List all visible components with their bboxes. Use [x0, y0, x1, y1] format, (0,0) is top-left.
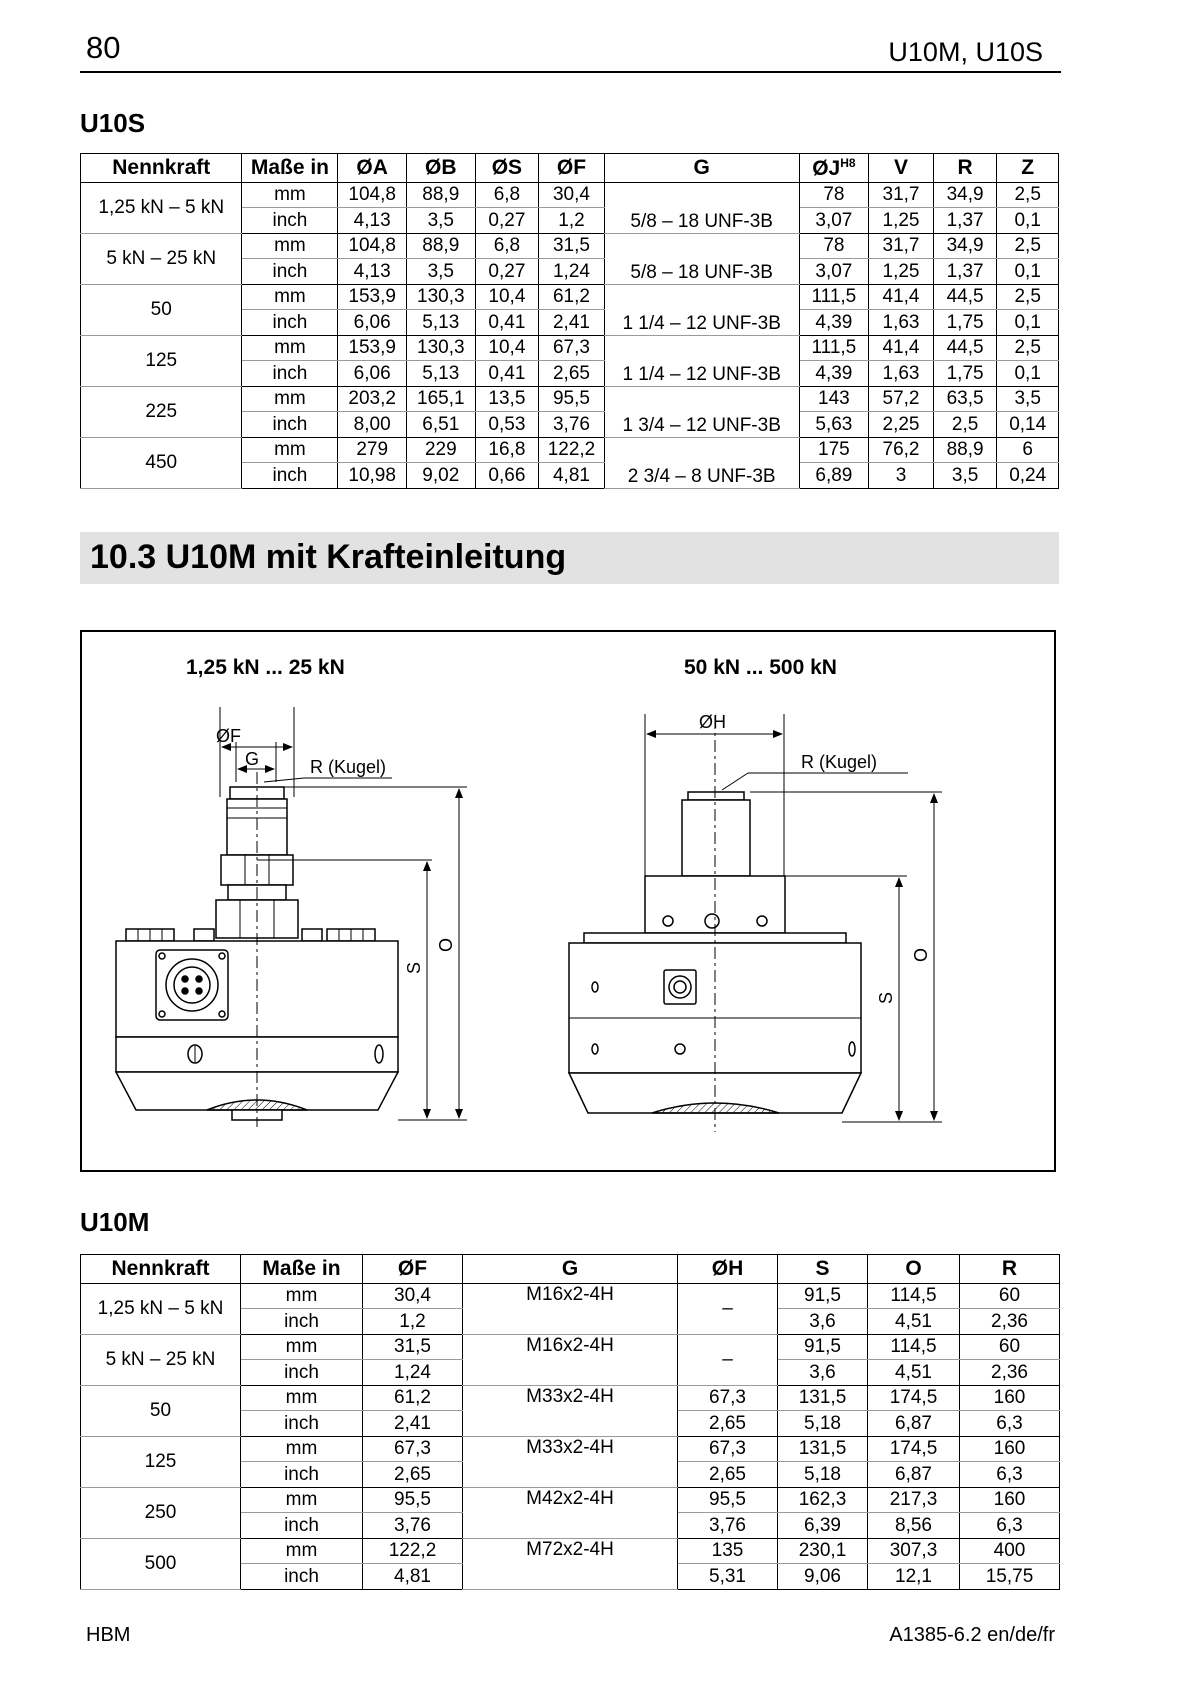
value-cell: 10,4	[475, 285, 539, 310]
value-cell: 203,2	[338, 387, 407, 412]
value-cell: 114,5	[868, 1284, 960, 1309]
right-caption: 50 kN ... 500 kN	[684, 656, 837, 679]
value-cell: 31,5	[363, 1335, 463, 1360]
table-row	[81, 1335, 1060, 1360]
value-cell: 5,18	[778, 1462, 868, 1488]
value-cell: 78	[799, 183, 869, 208]
header-title: U10M, U10S	[888, 37, 1043, 67]
value-cell: 4,13	[338, 259, 407, 285]
header-rule	[80, 71, 1061, 73]
value-cell: 1,63	[869, 361, 934, 387]
value-cell: 2,65	[678, 1411, 778, 1437]
col-header: G	[463, 1255, 678, 1284]
col-header: ØA	[338, 154, 407, 183]
value-cell: 60	[960, 1335, 1060, 1360]
value-cell: 13,5	[475, 387, 539, 412]
thread-cell: M42x2-4H	[463, 1488, 678, 1539]
value-cell: 135	[678, 1539, 778, 1564]
value-cell: 3,76	[678, 1513, 778, 1539]
value-cell: 31,7	[869, 234, 934, 259]
value-cell: mm	[242, 336, 338, 361]
value-cell: 0,41	[475, 310, 539, 336]
col-header: Nennkraft	[81, 154, 242, 183]
value-cell: 6,8	[475, 183, 539, 208]
value-cell: 5,13	[406, 310, 475, 336]
value-cell: inch	[241, 1309, 363, 1335]
value-cell: 130,3	[406, 285, 475, 310]
value-cell: 1,24	[363, 1360, 463, 1386]
value-cell: 122,2	[363, 1539, 463, 1564]
value-cell: 1,37	[933, 259, 997, 285]
value-cell: 160	[960, 1386, 1060, 1411]
value-cell: 44,5	[933, 285, 997, 310]
value-cell: 153,9	[338, 336, 407, 361]
force-cell: 5 kN – 25 kN	[81, 234, 242, 285]
thread-cell: 1 1/4 – 12 UNF-3B	[604, 336, 799, 387]
value-cell: inch	[242, 412, 338, 438]
col-header: Z	[997, 154, 1059, 183]
table-row	[81, 387, 1059, 412]
value-cell: mm	[241, 1284, 363, 1309]
label-phi-f: ØF	[216, 726, 241, 746]
value-cell: 111,5	[799, 285, 869, 310]
value-cell: inch	[242, 310, 338, 336]
value-cell: 9,02	[406, 463, 475, 489]
col-header: Nennkraft	[81, 1255, 241, 1284]
value-cell: mm	[242, 387, 338, 412]
value-cell: 34,9	[933, 183, 997, 208]
value-cell: 4,13	[338, 208, 407, 234]
value-cell: 3,76	[363, 1513, 463, 1539]
col-header: G	[604, 154, 799, 183]
col-header: R	[933, 154, 997, 183]
value-cell: mm	[242, 183, 338, 208]
value-cell: 41,4	[869, 336, 934, 361]
table-row	[81, 1539, 1060, 1564]
value-cell: 41,4	[869, 285, 934, 310]
value-cell: 4,51	[868, 1309, 960, 1335]
page-number: 80	[86, 30, 121, 65]
u10s-title: U10S	[80, 108, 146, 138]
thread-cell: 5/8 – 18 UNF-3B	[604, 183, 799, 234]
value-cell: 63,5	[933, 387, 997, 412]
label-phi-h: ØH	[699, 712, 726, 732]
value-cell: 6,06	[338, 310, 407, 336]
value-cell: mm	[242, 285, 338, 310]
value-cell: 1,63	[869, 310, 934, 336]
value-cell: 30,4	[363, 1284, 463, 1309]
dimension-drawing	[80, 630, 1056, 1172]
value-cell: 174,5	[868, 1386, 960, 1411]
value-cell: 3,76	[539, 412, 605, 438]
force-cell: 500	[81, 1539, 241, 1590]
force-cell: 125	[81, 336, 242, 387]
col-header: Maße in	[242, 154, 338, 183]
section-heading-banner	[80, 532, 1059, 584]
value-cell: 104,8	[338, 234, 407, 259]
value-cell: 0,66	[475, 463, 539, 489]
col-header: ØH	[678, 1255, 778, 1284]
footer-right: A1385-6.2 en/de/fr	[889, 1624, 1055, 1646]
value-cell: 165,1	[406, 387, 475, 412]
value-cell: inch	[241, 1411, 363, 1437]
value-cell: inch	[241, 1513, 363, 1539]
value-cell: 0,27	[475, 259, 539, 285]
value-cell: 4,39	[799, 310, 869, 336]
value-cell: 6,87	[868, 1462, 960, 1488]
label-s-right: S	[876, 991, 896, 1004]
force-cell: 250	[81, 1488, 241, 1539]
value-cell: 3,6	[778, 1360, 868, 1386]
col-header: V	[869, 154, 934, 183]
left-sensor-drawing	[116, 707, 467, 1127]
table-row	[81, 438, 1059, 463]
value-cell: 279	[338, 438, 407, 463]
value-cell: mm	[242, 234, 338, 259]
value-cell: –	[678, 1284, 778, 1335]
value-cell: 95,5	[539, 387, 605, 412]
value-cell: 6,39	[778, 1513, 868, 1539]
value-cell: inch	[242, 361, 338, 387]
value-cell: inch	[242, 208, 338, 234]
value-cell: 10,98	[338, 463, 407, 489]
value-cell: 6,3	[960, 1411, 1060, 1437]
value-cell: 91,5	[778, 1335, 868, 1360]
value-cell: 12,1	[868, 1564, 960, 1590]
force-cell: 450	[81, 438, 242, 489]
value-cell: 6,51	[406, 412, 475, 438]
value-cell: 0,41	[475, 361, 539, 387]
value-cell: mm	[241, 1488, 363, 1513]
value-cell: 95,5	[678, 1488, 778, 1513]
value-cell: 6,89	[799, 463, 869, 489]
value-cell: 2,5	[933, 412, 997, 438]
value-cell: 1,2	[363, 1309, 463, 1335]
value-cell: 229	[406, 438, 475, 463]
value-cell: 88,9	[933, 438, 997, 463]
value-cell: 4,39	[799, 361, 869, 387]
value-cell: 2,5	[997, 183, 1059, 208]
label-o-right: O	[911, 947, 931, 962]
value-cell: 67,3	[539, 336, 605, 361]
value-cell: 160	[960, 1488, 1060, 1513]
value-cell: inch	[241, 1564, 363, 1590]
value-cell: mm	[241, 1437, 363, 1462]
footer-left: HBM	[86, 1624, 131, 1646]
force-cell: 225	[81, 387, 242, 438]
thread-cell: M72x2-4H	[463, 1539, 678, 1590]
col-header: ØF	[539, 154, 605, 183]
thread-cell: 5/8 – 18 UNF-3B	[604, 234, 799, 285]
value-cell: 31,5	[539, 234, 605, 259]
value-cell: 400	[960, 1539, 1060, 1564]
value-cell: inch	[241, 1360, 363, 1386]
value-cell: 0,24	[997, 463, 1059, 489]
label-r-kugel-right: R (Kugel)	[801, 752, 878, 772]
value-cell: 88,9	[406, 234, 475, 259]
value-cell: 61,2	[363, 1386, 463, 1411]
right-sensor-drawing	[569, 714, 942, 1132]
thread-cell: 1 1/4 – 12 UNF-3B	[604, 285, 799, 336]
value-cell: 67,3	[363, 1437, 463, 1462]
value-cell: 34,9	[933, 234, 997, 259]
force-cell: 50	[81, 1386, 241, 1437]
value-cell: 111,5	[799, 336, 869, 361]
left-caption: 1,25 kN ... 25 kN	[186, 656, 345, 679]
u10m-header-row	[81, 1255, 1060, 1284]
table-row	[81, 1488, 1060, 1513]
value-cell: 3,07	[799, 208, 869, 234]
value-cell: 2,25	[869, 412, 934, 438]
value-cell: 3,6	[778, 1309, 868, 1335]
value-cell: 6,8	[475, 234, 539, 259]
table-row	[81, 285, 1059, 310]
value-cell: 307,3	[868, 1539, 960, 1564]
value-cell: 143	[799, 387, 869, 412]
value-cell: 95,5	[363, 1488, 463, 1513]
dimension-drawing-svg	[82, 632, 1054, 1170]
value-cell: mm	[241, 1539, 363, 1564]
value-cell: 131,5	[778, 1437, 868, 1462]
value-cell: 57,2	[869, 387, 934, 412]
value-cell: 3,5	[406, 208, 475, 234]
value-cell: 0,53	[475, 412, 539, 438]
col-header: S	[778, 1255, 868, 1284]
label-o-left: O	[436, 937, 456, 952]
value-cell: 9,06	[778, 1564, 868, 1590]
section-heading: 10.3 U10M mit Krafteinleitung	[90, 538, 567, 576]
value-cell: 0,1	[997, 310, 1059, 336]
value-cell: 2,65	[539, 361, 605, 387]
value-cell: 1,24	[539, 259, 605, 285]
value-cell: 2,5	[997, 285, 1059, 310]
thread-cell: M33x2-4H	[463, 1386, 678, 1437]
col-header	[799, 154, 869, 183]
col-header: ØS	[475, 154, 539, 183]
value-cell: 8,00	[338, 412, 407, 438]
table-row	[81, 1386, 1060, 1411]
value-cell: 61,2	[539, 285, 605, 310]
value-cell: 5,13	[406, 361, 475, 387]
value-cell: 2,5	[997, 234, 1059, 259]
value-cell: 0,27	[475, 208, 539, 234]
value-cell: 3,5	[406, 259, 475, 285]
value-cell: –	[678, 1335, 778, 1386]
table-row	[81, 1437, 1060, 1462]
force-cell: 5 kN – 25 kN	[81, 1335, 241, 1386]
force-cell: 50	[81, 285, 242, 336]
value-cell: 114,5	[868, 1335, 960, 1360]
value-cell: 162,3	[778, 1488, 868, 1513]
value-cell: 5,31	[678, 1564, 778, 1590]
label-r-kugel-left: R (Kugel)	[310, 757, 387, 777]
thread-cell: M16x2-4H	[463, 1335, 678, 1386]
u10s-table	[80, 153, 1059, 489]
value-cell: 3	[869, 463, 934, 489]
value-cell: 60	[960, 1284, 1060, 1309]
table-row	[81, 1284, 1060, 1309]
value-cell: 2,36	[960, 1309, 1060, 1335]
value-cell: 131,5	[778, 1386, 868, 1411]
value-cell: 6,3	[960, 1462, 1060, 1488]
value-cell: 67,3	[678, 1386, 778, 1411]
value-cell: 2,65	[678, 1462, 778, 1488]
value-cell: 6,06	[338, 361, 407, 387]
table-row	[81, 234, 1059, 259]
col-header-j-tolerance: H8	[840, 155, 856, 170]
u10s-header-row	[81, 154, 1059, 183]
value-cell: 67,3	[678, 1437, 778, 1462]
u10m-table	[80, 1254, 1060, 1590]
value-cell: 3,5	[933, 463, 997, 489]
label-g: G	[245, 749, 260, 769]
value-cell: 31,7	[869, 183, 934, 208]
thread-cell: 2 3/4 – 8 UNF-3B	[604, 438, 799, 489]
value-cell: mm	[241, 1386, 363, 1411]
value-cell: 44,5	[933, 336, 997, 361]
thread-cell: 1 3/4 – 12 UNF-3B	[604, 387, 799, 438]
value-cell: 153,9	[338, 285, 407, 310]
value-cell: 160	[960, 1437, 1060, 1462]
value-cell: mm	[241, 1335, 363, 1360]
value-cell: 130,3	[406, 336, 475, 361]
col-header: ØF	[363, 1255, 463, 1284]
col-header: Maße in	[241, 1255, 363, 1284]
value-cell: 2,36	[960, 1360, 1060, 1386]
value-cell: 8,56	[868, 1513, 960, 1539]
value-cell: 30,4	[539, 183, 605, 208]
value-cell: 16,8	[475, 438, 539, 463]
value-cell: 217,3	[868, 1488, 960, 1513]
value-cell: 2,65	[363, 1462, 463, 1488]
value-cell: 230,1	[778, 1539, 868, 1564]
value-cell: 1,75	[933, 310, 997, 336]
table-row	[81, 183, 1059, 208]
value-cell: 91,5	[778, 1284, 868, 1309]
value-cell: 6,3	[960, 1513, 1060, 1539]
value-cell: 1,75	[933, 361, 997, 387]
value-cell: 0,1	[997, 208, 1059, 234]
value-cell: inch	[242, 463, 338, 489]
u10m-title: U10M	[80, 1207, 150, 1237]
value-cell: mm	[242, 438, 338, 463]
value-cell: 10,4	[475, 336, 539, 361]
value-cell: 4,81	[539, 463, 605, 489]
col-header-j: ØJ	[812, 156, 841, 180]
value-cell: 5,63	[799, 412, 869, 438]
value-cell: 15,75	[960, 1564, 1060, 1590]
value-cell: 6	[997, 438, 1059, 463]
value-cell: 3,5	[997, 387, 1059, 412]
value-cell: 1,37	[933, 208, 997, 234]
value-cell: 2,41	[539, 310, 605, 336]
col-header: R	[960, 1255, 1060, 1284]
value-cell: 0,1	[997, 259, 1059, 285]
value-cell: 104,8	[338, 183, 407, 208]
value-cell: inch	[241, 1462, 363, 1488]
value-cell: 2,5	[997, 336, 1059, 361]
value-cell: 1,25	[869, 259, 934, 285]
thread-cell: M33x2-4H	[463, 1437, 678, 1488]
value-cell: inch	[242, 259, 338, 285]
value-cell: 175	[799, 438, 869, 463]
value-cell: 122,2	[539, 438, 605, 463]
value-cell: 1,2	[539, 208, 605, 234]
value-cell: 76,2	[869, 438, 934, 463]
table-row	[81, 336, 1059, 361]
col-header: ØB	[406, 154, 475, 183]
col-header: O	[868, 1255, 960, 1284]
value-cell: 0,14	[997, 412, 1059, 438]
thread-cell: M16x2-4H	[463, 1284, 678, 1335]
value-cell: 5,18	[778, 1411, 868, 1437]
value-cell: 6,87	[868, 1411, 960, 1437]
value-cell: 78	[799, 234, 869, 259]
value-cell: 174,5	[868, 1437, 960, 1462]
value-cell: 0,1	[997, 361, 1059, 387]
value-cell: 3,07	[799, 259, 869, 285]
value-cell: 88,9	[406, 183, 475, 208]
force-cell: 125	[81, 1437, 241, 1488]
value-cell: 1,25	[869, 208, 934, 234]
value-cell: 4,81	[363, 1564, 463, 1590]
value-cell: 2,41	[363, 1411, 463, 1437]
force-cell: 1,25 kN – 5 kN	[81, 183, 242, 234]
value-cell: 4,51	[868, 1360, 960, 1386]
force-cell: 1,25 kN – 5 kN	[81, 1284, 241, 1335]
label-s-left: S	[404, 961, 424, 974]
